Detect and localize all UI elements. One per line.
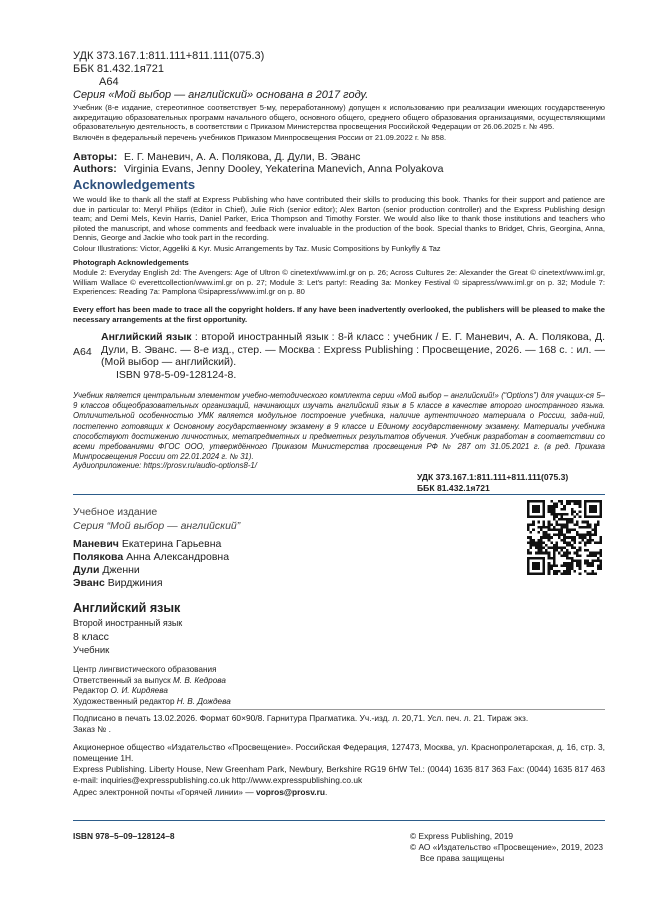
person-surname: Полякова: [73, 551, 124, 563]
series-note: Серия «Мой выбор — английский» основана в 2017 году.: [73, 89, 369, 101]
divider-top: [73, 494, 605, 495]
copyright-line: © АО «Издательство «Просвещение», 2019, 2023: [410, 842, 604, 852]
credit-person: М. В. Кедрова: [172, 676, 226, 685]
colour-credits: Colour Illustrations: Victor, Aggeliki & Kyr. Music Arrangements by Taz. Music Compositions by Funkyfly & Taz: [73, 244, 441, 253]
credit-row: [73, 697, 231, 707]
express-address: Express Publishing. Liberty House, New Greenham Park, Newbury, Berkshire RG19 6HW Tel.: (0044) 1635 817 363 Fax: (0044) 1635 817 463 e-mail: inquiries@expresspublishing.co.uk http://www.expresspublishing.co.uk: [73, 764, 605, 785]
person-name: Анна Александровна: [123, 551, 230, 563]
person-surname: Дули: [73, 564, 100, 576]
acknowledgements-body: We would like to thank all the staff at Express Publishing who have contributed their skills to producing this book. Thanks for their support and patience are due in particular to: Meryl Philips (Editor in Chief), Julie Rich (senior editor); Alex Barton (senior production controller) and the Express Publishing design team; and Demi Mels, Kevin Harris, Daniel Parker, Erica Thompson and Timothy Forster. We would also like to thank those institutions and teachers who piloted the manuscript, and whose comments and feedback were invaluable in the production of the book. Special thanks to Bridget, Chris, Georgina, Anna, Dennis, George and Jackie who took part in the recording.: [73, 195, 605, 243]
credit-role: Редактор: [73, 686, 111, 696]
divider-bottom: [73, 820, 605, 821]
author-mark: А64: [99, 76, 119, 88]
authors-en-label: Authors:: [73, 163, 117, 175]
person-row: [73, 538, 229, 551]
acknowledgements-title: Acknowledgements: [73, 177, 196, 192]
publisher-address: Акционерное общество «Издательство «Просвещение». Российская Федерация, 127473, Москва, ул. Краснопролетарская, д. 16, стр. 3, помещение 1Н.: [73, 742, 605, 763]
credit-role: Ответственный за выпуск: [73, 676, 173, 685]
person-name: Екатерина Гарьевна: [118, 538, 222, 550]
person-row: [73, 551, 229, 564]
credits-list: [73, 676, 231, 707]
credit-person: О. И. Кирдяева: [110, 686, 168, 696]
person-surname: Эванс: [73, 577, 105, 589]
bbk-code: ББК 81.432.1я721: [73, 63, 165, 75]
hotline: [73, 787, 327, 797]
authors-ru-label: Авторы:: [73, 151, 118, 163]
person-row: [73, 577, 229, 590]
hotline-label: Адрес электронной почты «Горячей линии» —: [73, 787, 256, 797]
person-name: Вирджиния: [104, 577, 163, 589]
imprint-page: [73, 0, 605, 907]
photo-ack-title: Photograph Acknowledgements: [73, 258, 189, 267]
catalog-code: А64: [73, 346, 92, 358]
approval-text: Учебник (8-е издание, стереотипное соответствует 5-му, переработанному) допущен к использованию при реализации имеющих государственную аккредитацию образовательных программ начального общего, основного общего, среднего общего образования организациями, осуществляющими образовательную деятельность, в соответствии с Приказом Министерства просвещения Российской Федерации от 26.06.2025 г. № 495.: [73, 103, 605, 132]
qr-code: [527, 500, 602, 575]
credit-role: Художественный редактор: [73, 696, 177, 706]
authors-ru-names: Е. Г. Маневич, А. А. Полякова, Д. Дули, В. Эванс: [124, 151, 361, 163]
credit-person: Н. В. Дождева: [176, 696, 231, 706]
authors-ru: [73, 151, 117, 163]
divider-mid: [73, 709, 605, 710]
book-title: Английский язык: [73, 601, 181, 615]
copyright-block: [410, 831, 603, 864]
federal-list-text: Включён в федеральный перечень учебников Приказом Минпросвещения России от 21.09.2022 г. № 858.: [73, 133, 447, 142]
annotation-text: Учебник является центральным элементом учебно-методического комплекта серии «Мой выбор – английский!» (“Options”) для учащих-ся 5–9 классов общеобразовательных организаций, начинающих изучать английский язык в 5 классе в качестве второго иностранного языка. Отличительной особенностью УМК является модульное построение учебника, наличие аутентичного материала о России, зада-ний, постепенно готовящих к Основному государственному экзамену в 9 классе и Единому государственному экзамену. Материалы учебника способствуют достижению личностных, метапредметных и предметных результатов обучения. Учебник разработан в соответствии со всеми требованиями ФГОС ООО, утверждённого Приказом Министерства просвещения РФ № 287 от 31.05.2021 г. (в ред. Приказа Минпросвещения России от 22.01.2024 г. № 31).: [73, 391, 605, 462]
authors-en-names: Virginia Evans, Jenny Dooley, Yekaterina Manevich, Anna Polyakova: [124, 163, 444, 175]
person-row: [73, 564, 229, 577]
credit-row: [73, 686, 231, 696]
person-name: Дженни: [99, 564, 140, 576]
footer-isbn: ISBN 978–5–09–128124–8: [73, 831, 175, 841]
audio-link: Аудиоприложение: https://prosv.ru/audio-options8-1/: [73, 461, 257, 470]
copyright-line: © Express Publishing, 2019: [410, 831, 514, 841]
rights-reserved: Все права защищены: [420, 853, 505, 863]
hotline-end: .: [324, 787, 328, 797]
edition-type: Учебное издание: [73, 506, 158, 518]
print-info: Подписано в печать 13.02.2026. Формат 60×90/8. Гарнитура Прагматика. Уч.-изд. л. 20,71. Усл. печ. л. 21. Тираж экз.: [73, 713, 529, 723]
catalog-isbn: ISBN 978-5-09-128124-8.: [116, 369, 237, 381]
credit-row: [73, 676, 231, 686]
catalog-details: : второй иностранный язык : 8-й класс : учебник / Е. Г. Маневич, А. А. Полякова, Д. Дули, В. Эванс. — 8-е изд., стер. — Москва : Express Publishing : Просвещение, 2026. — 168 с. : ил. — (Мой выбор — английский).: [101, 331, 605, 369]
edition-center: Центр лингвистического образования: [73, 665, 217, 674]
person-surname: Маневич: [73, 538, 119, 550]
catalog-entry: [101, 331, 605, 369]
edition-series: Серия “Мой выбор — английский”: [73, 520, 241, 532]
photo-ack-body: Module 2: Everyday English 2d: The Avengers: Age of Ultron © cinetext/www.iml.gr on p. 26; Across Cultures 2e: Alexander the Great © cinetext/www.iml.gr, William Wallace © everettcollection/www.iml.gr on p. 27; Module 3: Let's party!: Reading 3a: Monkey Festival © sipapress/www.iml.gr on p. 32; Module 7: Experiences: Reading 7a: Pamplona ©sipapress/www.iml.gr on p. 80: [73, 268, 605, 297]
udk-bold: УДК 373.167.1:811.111+811.111(075.3): [417, 472, 569, 482]
hotline-email: vopros@prosv.ru: [255, 787, 325, 797]
udk-code: УДК 373.167.1:811.111+811.111(075.3): [73, 50, 265, 62]
order-info: Заказ № .: [73, 724, 111, 734]
authors-en: [73, 163, 117, 175]
book-kind: Учебник: [73, 645, 110, 656]
book-grade: 8 класс: [73, 631, 109, 643]
bbk-bold: ББК 81.432.1я721: [417, 483, 490, 493]
people-list: [73, 538, 229, 590]
book-subtitle: Второй иностранный язык: [73, 618, 183, 628]
copyright-note: Every effort has been made to trace all the copyright holders. If any have been inadvertently overlooked, the publishers will be pleased to make the necessary arrangements at the first opportunity.: [73, 305, 605, 324]
catalog-title: Английский язык: [101, 331, 192, 343]
